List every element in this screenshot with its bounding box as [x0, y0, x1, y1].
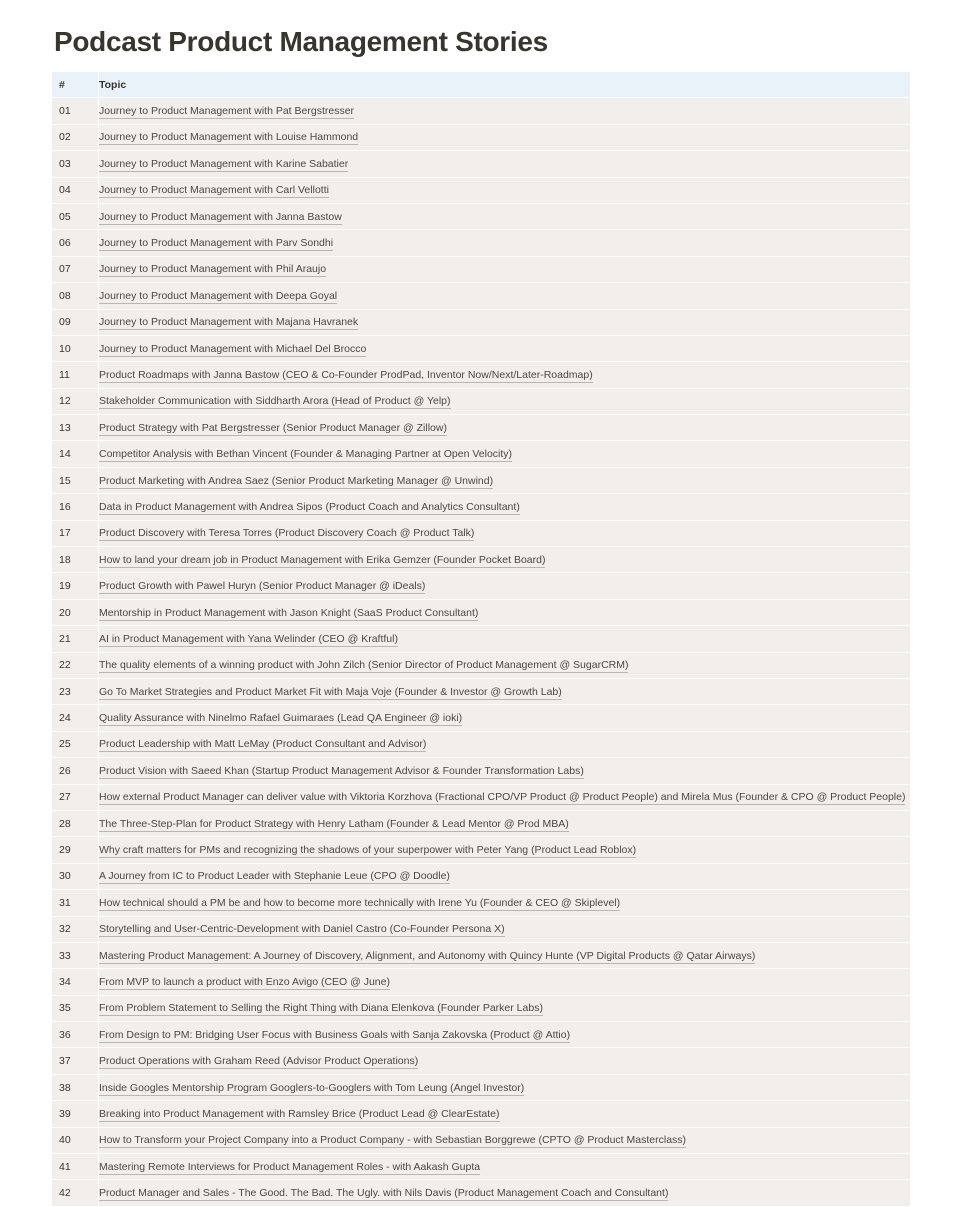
topic-cell — [99, 547, 911, 573]
episode-topic-link[interactable]: Journey to Product Management with Louise Hammond — [99, 131, 359, 144]
topic-cell — [99, 573, 911, 599]
table-row[interactable] — [52, 151, 910, 177]
episode-topic-link[interactable]: Journey to Product Management with Phil Araujo — [99, 263, 327, 276]
table-row[interactable] — [52, 942, 910, 968]
topic-cell — [99, 784, 911, 810]
episode-topic-link[interactable]: Product Discovery with Teresa Torres (Product Discovery Coach @ Product Talk) — [99, 527, 475, 540]
topic-cell — [99, 758, 911, 784]
episode-number: 07 — [52, 256, 99, 282]
page-title: Podcast Product Management Stories — [54, 26, 548, 57]
table-row[interactable] — [52, 599, 910, 625]
episode-number: 30 — [52, 863, 99, 889]
episode-topic-link[interactable]: Product Leadership with Matt LeMay (Product Consultant and Advisor) — [99, 738, 427, 751]
topic-cell — [99, 230, 911, 256]
topic-cell — [99, 1127, 911, 1153]
table-row[interactable] — [52, 362, 910, 388]
table-row[interactable] — [52, 415, 910, 441]
episode-topic-link[interactable]: Storytelling and User-Centric-Development with Daniel Castro (Co-Founder Persona X) — [99, 923, 505, 936]
topic-cell — [99, 415, 911, 441]
table-body — [52, 98, 910, 1206]
topic-cell — [99, 98, 911, 124]
topic-cell — [99, 124, 911, 150]
episode-number: 22 — [52, 652, 99, 678]
table-row[interactable] — [52, 177, 910, 203]
episode-number: 18 — [52, 547, 99, 573]
table-row[interactable] — [52, 626, 910, 652]
table-row[interactable] — [52, 837, 910, 863]
episodes-table — [52, 72, 910, 1207]
topic-cell — [99, 494, 911, 520]
episode-topic-link[interactable]: Journey to Product Management with Michael Del Brocco — [99, 342, 367, 355]
table-row[interactable] — [52, 731, 910, 757]
episode-topic-link[interactable]: Go To Market Strategies and Product Market Fit with Maja Voje (Founder & Investor @ Growth Lab) — [99, 685, 562, 698]
episode-topic-link[interactable]: The Three-Step-Plan for Product Strategy with Henry Latham (Founder & Lead Mentor @ Prod MBA) — [99, 817, 569, 830]
episode-topic-link[interactable]: Mentorship in Product Management with Jason Knight (SaaS Product Consultant) — [99, 606, 479, 619]
table-row[interactable] — [52, 1154, 910, 1180]
table-row[interactable] — [52, 652, 910, 678]
episode-topic-link[interactable]: Journey to Product Management with Majana Havranek — [99, 316, 359, 329]
episode-topic-link[interactable]: From Design to PM: Bridging User Focus with Business Goals with Sanja Zakovska (Product @ Attio) — [99, 1028, 571, 1041]
topic-cell — [99, 203, 911, 229]
topic-cell — [99, 652, 911, 678]
episode-number: 26 — [52, 758, 99, 784]
episode-number: 28 — [52, 810, 99, 836]
episode-topic-link[interactable]: Product Marketing with Andrea Saez (Senior Product Marketing Manager @ Unwind) — [99, 474, 494, 487]
episode-topic-link[interactable]: Product Strategy with Pat Bergstresser (Senior Product Manager @ Zillow) — [99, 421, 447, 434]
episode-number: 06 — [52, 230, 99, 256]
table-row[interactable] — [52, 283, 910, 309]
table-row[interactable] — [52, 1074, 910, 1100]
header-topic[interactable]: Topic — [99, 72, 911, 98]
episode-number: 16 — [52, 494, 99, 520]
topic-cell — [99, 969, 911, 995]
episode-number: 35 — [52, 995, 99, 1021]
episode-number: 21 — [52, 626, 99, 652]
episode-number: 31 — [52, 890, 99, 916]
episode-number: 20 — [52, 599, 99, 625]
episode-topic-link[interactable]: Inside Googles Mentorship Program Googlers-to-Googlers with Tom Leung (Angel Investor) — [99, 1081, 525, 1094]
topic-cell — [99, 1180, 911, 1206]
episode-number: 33 — [52, 942, 99, 968]
table-row[interactable] — [52, 547, 910, 573]
table-row[interactable] — [52, 705, 910, 731]
episode-topic-link[interactable]: From Problem Statement to Selling the Right Thing with Diana Elenkova (Founder Parker Labs) — [99, 1002, 543, 1015]
episode-number: 41 — [52, 1154, 99, 1180]
topic-cell — [99, 731, 911, 757]
episode-topic-link[interactable]: Journey to Product Management with Pat Bergstresser — [99, 105, 355, 118]
topic-cell — [99, 520, 911, 546]
topic-cell — [99, 916, 911, 942]
table-row[interactable] — [52, 124, 910, 150]
episode-topic-link[interactable]: Mastering Product Management: A Journey of Discovery, Alignment, and Autonomy with Quincy Hunte (VP Digital Products @ Qatar Airways) — [99, 949, 756, 962]
episode-number: 23 — [52, 678, 99, 704]
table-row[interactable] — [52, 890, 910, 916]
episode-number: 15 — [52, 467, 99, 493]
topic-cell — [99, 810, 911, 836]
topic-cell — [99, 942, 911, 968]
table-row[interactable] — [52, 573, 910, 599]
episode-topic-link[interactable]: How external Product Manager can deliver value with Viktoria Korzhova (Fractional CPO/VP Product @ Product People) and Mirela Mus (Founder & CPO @ Product People) — [99, 791, 906, 804]
episode-topic-link[interactable]: Breaking into Product Management with Ramsley Brice (Product Lead @ ClearEstate) — [99, 1107, 500, 1120]
topic-cell — [99, 1048, 911, 1074]
table-row[interactable] — [52, 98, 910, 124]
topic-cell — [99, 678, 911, 704]
topic-cell — [99, 837, 911, 863]
episode-topic-link[interactable]: Product Roadmaps with Janna Bastow (CEO & Co-Founder ProdPad, Inventor Now/Next/Later-Roadmap) — [99, 368, 593, 381]
episode-number: 38 — [52, 1074, 99, 1100]
episode-topic-link[interactable]: How to land your dream job in Product Management with Erika Gemzer (Founder Pocket Board) — [99, 553, 546, 566]
table-row[interactable] — [52, 1180, 910, 1206]
topic-cell — [99, 1101, 911, 1127]
episode-number: 19 — [52, 573, 99, 599]
topic-cell — [99, 626, 911, 652]
topic-cell — [99, 388, 911, 414]
episode-number: 03 — [52, 151, 99, 177]
topic-cell — [99, 890, 911, 916]
episode-topic-link[interactable]: Journey to Product Management with Parv Sondhi — [99, 237, 334, 250]
episode-number: 29 — [52, 837, 99, 863]
table-row[interactable] — [52, 1022, 910, 1048]
table-row[interactable] — [52, 256, 910, 282]
header-number[interactable]: # — [52, 72, 99, 98]
topic-cell — [99, 467, 911, 493]
episode-topic-link[interactable]: Product Manager and Sales - The Good. The Bad. The Ugly. with Nils Davis (Product Management Coach and Consultant) — [99, 1187, 669, 1200]
episode-topic-link[interactable]: Product Vision with Saeed Khan (Startup Product Management Advisor & Founder Transformation Labs) — [99, 764, 584, 777]
table-row[interactable] — [52, 1101, 910, 1127]
episode-number: 37 — [52, 1048, 99, 1074]
table-row[interactable] — [52, 1127, 910, 1153]
episode-topic-link[interactable]: From MVP to launch a product with Enzo Avigo (CEO @ June) — [99, 975, 390, 988]
topic-cell — [99, 309, 911, 335]
episode-number: 04 — [52, 177, 99, 203]
episode-number: 14 — [52, 441, 99, 467]
episode-number: 27 — [52, 784, 99, 810]
topic-cell — [99, 1022, 911, 1048]
episode-number: 09 — [52, 309, 99, 335]
episode-topic-link[interactable]: How to Transform your Project Company into a Product Company - with Sebastian Borggrewe (CPTO @ Product Masterclass) — [99, 1134, 687, 1147]
episode-number: 40 — [52, 1127, 99, 1153]
episode-number: 25 — [52, 731, 99, 757]
episode-number: 34 — [52, 969, 99, 995]
episode-number: 05 — [52, 203, 99, 229]
header-row — [52, 72, 910, 98]
episode-topic-link[interactable]: Competitor Analysis with Bethan Vincent (Founder & Managing Partner at Open Velocity) — [99, 448, 513, 461]
topic-cell — [99, 1074, 911, 1100]
topic-cell — [99, 1154, 911, 1180]
episode-number: 08 — [52, 283, 99, 309]
episode-number: 01 — [52, 98, 99, 124]
episode-number: 36 — [52, 1022, 99, 1048]
episode-number: 32 — [52, 916, 99, 942]
episode-topic-link[interactable]: AI in Product Management with Yana Welinder (CEO @ Kraftful) — [99, 632, 398, 645]
topic-cell — [99, 256, 911, 282]
topic-cell — [99, 599, 911, 625]
topic-cell — [99, 177, 911, 203]
table-row[interactable] — [52, 810, 910, 836]
episode-number: 11 — [52, 362, 99, 388]
episode-number: 10 — [52, 335, 99, 361]
topic-cell — [99, 151, 911, 177]
table-row[interactable] — [52, 494, 910, 520]
episode-topic-link[interactable]: Journey to Product Management with Deepa Goyal — [99, 289, 338, 302]
topic-cell — [99, 335, 911, 361]
table-row[interactable] — [52, 784, 910, 810]
episode-number: 12 — [52, 388, 99, 414]
episode-topic-link[interactable]: Product Growth with Pawel Huryn (Senior Product Manager @ iDeals) — [99, 580, 426, 593]
episode-number: 42 — [52, 1180, 99, 1206]
table-row[interactable] — [52, 335, 910, 361]
episode-topic-link[interactable]: Journey to Product Management with Janna Bastow — [99, 210, 342, 223]
topic-cell — [99, 995, 911, 1021]
table-row[interactable] — [52, 520, 910, 546]
episode-topic-link[interactable]: Stakeholder Communication with Siddharth Arora (Head of Product @ Yelp) — [99, 395, 451, 408]
topic-cell — [99, 283, 911, 309]
episode-topic-link[interactable]: Quality Assurance with Ninelmo Rafael Guimaraes (Lead QA Engineer @ ioki) — [99, 712, 463, 725]
topic-cell — [99, 863, 911, 889]
episode-topic-link[interactable]: How technical should a PM be and how to become more technically with Irene Yu (Founder & CEO @ Skiplevel) — [99, 896, 621, 909]
table-row[interactable] — [52, 388, 910, 414]
episode-topic-link[interactable]: Why craft matters for PMs and recognizing the shadows of your superpower with Peter Yang (Product Lead Roblox) — [99, 844, 637, 857]
episode-topic-link[interactable]: The quality elements of a winning product with John Zilch (Senior Director of Product Management @ SugarCRM) — [99, 659, 629, 672]
table-row[interactable] — [52, 863, 910, 889]
episode-topic-link[interactable]: A Journey from IC to Product Leader with Stephanie Leue (CPO @ Doodle) — [99, 870, 450, 883]
topic-cell — [99, 362, 911, 388]
table-row[interactable] — [52, 1048, 910, 1074]
episode-topic-link[interactable]: Journey to Product Management with Carl Vellotti — [99, 184, 329, 197]
table-row[interactable] — [52, 995, 910, 1021]
episode-number: 17 — [52, 520, 99, 546]
episode-topic-link[interactable]: Mastering Remote Interviews for Product Management Roles - with Aakash Gupta — [99, 1160, 481, 1173]
table-row[interactable] — [52, 309, 910, 335]
episode-number: 24 — [52, 705, 99, 731]
table-row[interactable] — [52, 678, 910, 704]
table-row[interactable] — [52, 230, 910, 256]
episode-number: 02 — [52, 124, 99, 150]
table-row[interactable] — [52, 916, 910, 942]
episode-topic-link[interactable]: Product Operations with Graham Reed (Advisor Product Operations) — [99, 1055, 419, 1068]
table-header — [52, 72, 910, 98]
table-row[interactable] — [52, 467, 910, 493]
topic-cell — [99, 441, 911, 467]
topic-cell — [99, 705, 911, 731]
table-row[interactable] — [52, 441, 910, 467]
episode-number: 39 — [52, 1101, 99, 1127]
episode-number: 13 — [52, 415, 99, 441]
table-row[interactable] — [52, 969, 910, 995]
table-row[interactable] — [52, 758, 910, 784]
episode-topic-link[interactable]: Journey to Product Management with Karine Sabatier — [99, 157, 349, 170]
table-row[interactable] — [52, 203, 910, 229]
episode-topic-link[interactable]: Data in Product Management with Andrea Sipos (Product Coach and Analytics Consultant) — [99, 500, 520, 513]
